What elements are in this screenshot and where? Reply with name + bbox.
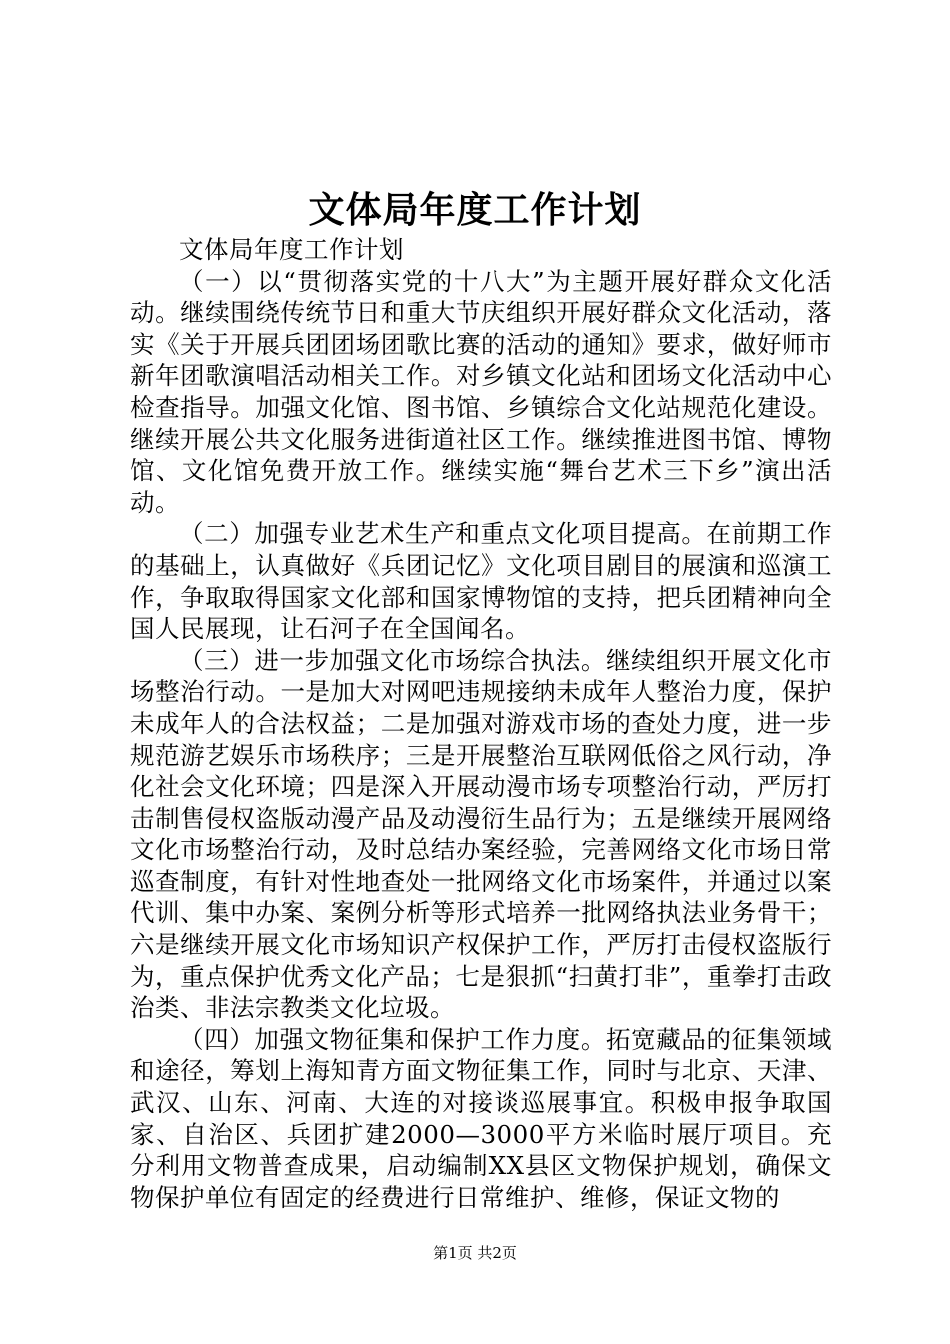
- document-title: 文体局年度工作计划: [308, 189, 642, 231]
- document-body: [130, 234, 832, 1213]
- page-footer: 第1页 共2页: [433, 1244, 517, 1262]
- paragraph-2: （二）加强专业艺术生产和重点文化项目提高。在前期工作的基础上，认真做好《兵团记忆》文化项目剧目的展演和巡演工作，争取取得国家文化部和国家博物馆的支持，把兵团精神向全国人民展现，让石河子在全国闻名。: [130, 519, 832, 644]
- paragraph-3: （三）进一步加强文化市场综合执法。继续组织开展文化市场整治行动。一是加大对网吧违规接纳未成年人整治力度，保护未成年人的合法权益；二是加强对游戏市场的查处力度，进一步规范游艺娱乐市场秩序；三是开展整治互联网低俗之风行动，净化社会文化环境；四是深入开展动漫市场专项整治行动，严厉打击制售侵权盗版动漫产品及动漫衍生品行为；五是继续开展网络文化市场整治行动，及时总结办案经验，完善网络文化市场日常巡查制度，有针对性地查处一批网络文化市场案件，并通过以案代训、集中办案、案例分析等形式培养一批网络执法业务骨干；六是继续开展文化市场知识产权保护工作，严厉打击侵权盗版行为，重点保护优秀文化产品；七是狠抓“扫黄打非”，重拳打击政治类、非法宗教类文化垃圾。: [130, 645, 832, 1023]
- subtitle-paragraph: 文体局年度工作计划: [179, 235, 404, 264]
- paragraph-1: （一）以“贯彻落实党的十八大”为主题开展好群众文化活动。继续围绕传统节日和重大节庆组织开展好群众文化活动，落实《关于开展兵团团场团歌比赛的活动的通知》要求，做好师市新年团歌演唱活动相关工作。对乡镇文化站和团场文化活动中心检查指导。加强文化馆、图书馆、乡镇综合文化站规范化建设。继续开展公共文化服务进街道社区工作。继续推进图书馆、博物馆、文化馆免费开放工作。继续实施“舞台艺术三下乡”演出活动。: [130, 266, 832, 517]
- paragraph-4: （四）加强文物征集和保护工作力度。拓宽藏品的征集领域和途径，筹划上海知青方面文物征集工作，同时与北京、天津、武汉、山东、河南、大连的对接谈巡展事宜。积极申报争取国家、自治区、兵团扩建2000—3000平方米临时展厅项目。充分利用文物普查成果，启动编制XX县区文物保护规划，确保文物保护单位有固定的经费进行日常维护、维修，保证文物的: [130, 1024, 832, 1212]
